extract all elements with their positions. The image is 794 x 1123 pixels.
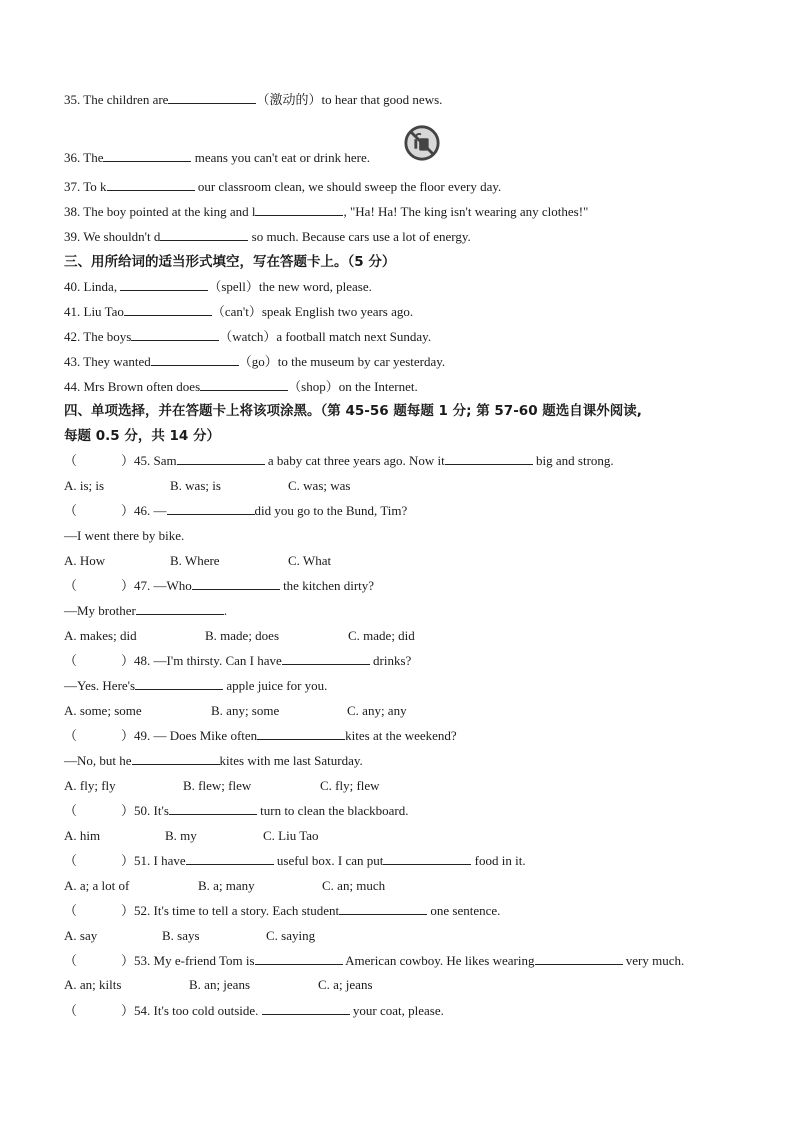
blank-line [535,953,623,965]
answer-blank[interactable] [124,304,212,316]
option-a: A. How [64,553,106,568]
question-46: （ ）46. — did you go to the Bund, Tim? [64,503,408,518]
answer-blank[interactable] [160,229,248,241]
option-a: A. makes; did [64,628,137,643]
answer-blank[interactable] [131,329,219,341]
question-46-reply: —I went there by bike. [64,528,185,543]
option-a: A. fly; fly [64,778,116,793]
blank-line [339,903,427,915]
question-54: （ ）54. It's too cold outside. your coat, please. [64,1003,444,1018]
option-b: B. says [162,928,200,943]
question-48-reply: —Yes. Here's apple juice for you. [64,678,328,693]
answer-blank[interactable] [168,92,256,104]
option-b: B. my [165,828,197,843]
question-43: 43. They wanted （go）to the museum by car yesterday. [64,354,446,369]
blank-line [135,678,223,690]
no-eating-drinking-sign-icon [403,124,441,162]
option-b: B. an; jeans [189,977,251,992]
option-a: A. him [64,828,101,843]
option-c: C. a; jeans [318,977,373,992]
answer-blank[interactable] [107,179,195,191]
option-a: A. an; kilts [64,977,122,992]
question-47: （ ）47. —Who the kitchen dirty? [64,578,375,593]
blank-line [186,853,274,865]
question-48: （ ）48. —I'm thirsty. Can I have drinks? [64,653,412,668]
question-40: 40. Linda, （spell）the new word, please. [64,279,372,294]
option-c: C. any; any [347,703,407,718]
answer-blank[interactable] [151,354,239,366]
section-4-heading-line1: 四、单项选择，并在答题卡上将该项涂黑。（第 45-56 题每题 1 分; 第 57-60 题选自课外阅读, [64,403,642,419]
blank-line [177,453,265,465]
option-b: B. flew; flew [183,778,252,793]
option-b: B. was; is [170,478,221,493]
question-45: （ ）45. Sam a baby cat three years ago. Now it big and strong. [64,453,614,468]
question-36: 36. The means you can't eat or drink here. [64,150,370,165]
option-b: B. any; some [211,703,280,718]
blank-line [383,853,471,865]
answer-blank[interactable] [103,150,191,162]
option-b: B. Where [170,553,220,568]
blank-line [445,453,533,465]
option-c: C. was; was [288,478,351,493]
question-41: 41. Liu Tao （can't）speak English two years ago. [64,304,414,319]
option-c: C. an; much [322,878,386,893]
blank-line [132,753,220,765]
question-38: 38. The boy pointed at the king and l , "Ha! Ha! The king isn't wearing any clothes!" [64,204,589,219]
option-c: C. What [288,553,332,568]
option-c: C. fly; flew [320,778,380,793]
section-3-heading: 三、用所给词的适当形式填空，写在答题卡上。（5 分） [64,254,396,270]
question-50: （ ）50. It's turn to clean the blackboard. [64,803,409,818]
section-4-heading-line2: 每题 0.5 分，共 14 分） [64,428,221,444]
answer-blank[interactable] [255,204,343,216]
option-a: A. a; a lot of [64,878,130,893]
option-a: A. some; some [64,703,142,718]
blank-line [169,803,257,815]
question-42: 42. The boys （watch）a football match next Sunday. [64,329,432,344]
blank-line [255,953,343,965]
option-a: A. is; is [64,478,105,493]
option-c: C. Liu Tao [263,828,319,843]
question-49-reply: —No, but he kites with me last Saturday. [64,753,363,768]
answer-blank[interactable] [120,279,208,291]
question-37: 37. To k our classroom clean, we should sweep the floor every day. [64,179,502,194]
blank-line [167,503,255,515]
option-b: B. made; does [205,628,280,643]
question-51: （ ）51. I have useful box. I can put food in it. [64,853,526,868]
question-52: （ ）52. It's time to tell a story. Each student one sentence. [64,903,501,918]
option-c: C. saying [266,928,316,943]
option-b: B. a; many [198,878,255,893]
question-53: （ ）53. My e-friend Tom is American cowboy. He likes wearing very much. [64,953,685,968]
blank-line [192,578,280,590]
question-35: 35. The children are （激动的）to hear that good news. [64,92,443,107]
answer-blank[interactable] [200,379,288,391]
blank-line [262,1003,350,1015]
question-44: 44. Mrs Brown often does （shop）on the Internet. [64,379,418,394]
question-49: （ ）49. — Does Mike often kites at the weekend? [64,728,457,743]
blank-line [257,728,345,740]
option-a: A. say [64,928,98,943]
blank-line [136,603,224,615]
option-c: C. made; did [348,628,415,643]
question-39: 39. We shouldn't d so much. Because cars use a lot of energy. [64,229,471,244]
question-47-reply: —My brother . [64,603,228,618]
blank-line [282,653,370,665]
